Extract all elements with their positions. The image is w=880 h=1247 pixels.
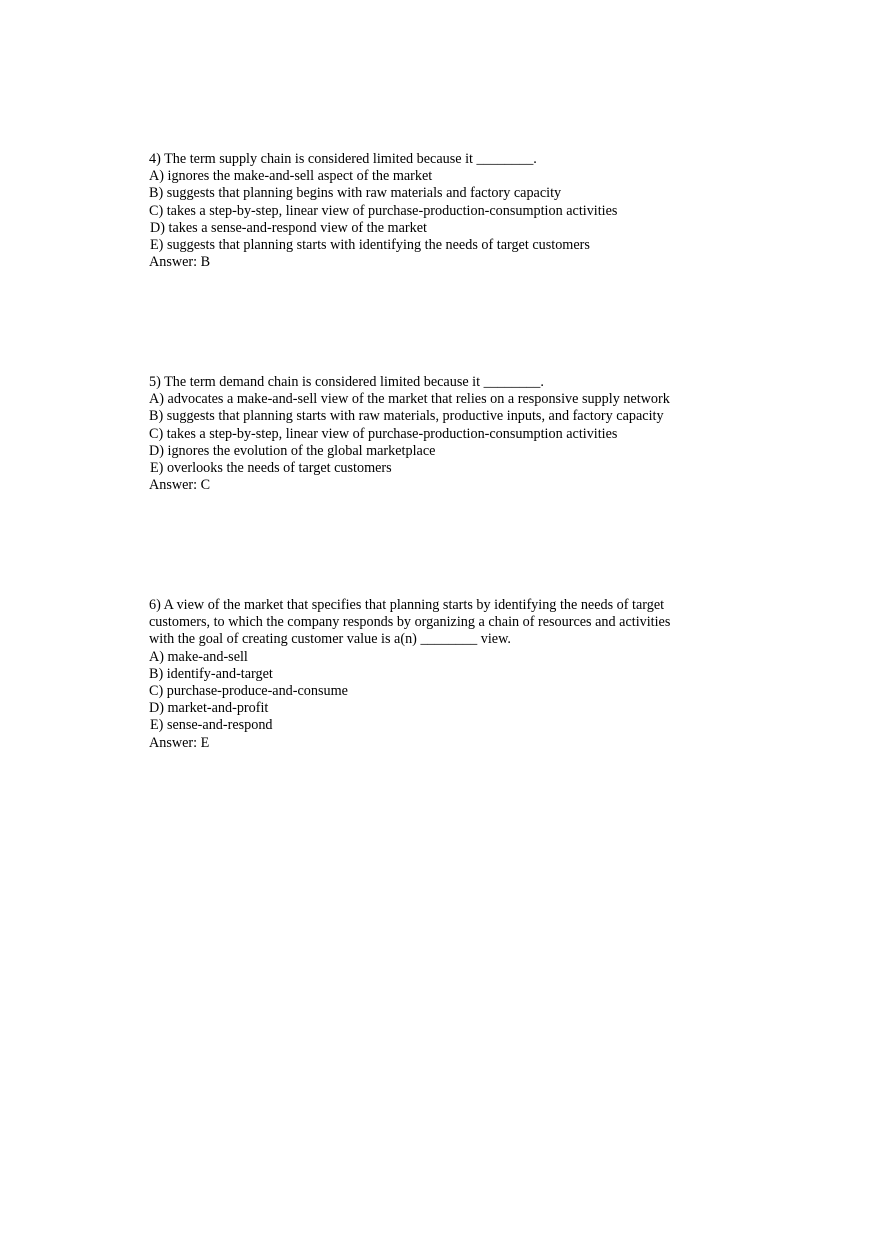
- question-stem-line-3: with the goal of creating customer value is a(n) ________ view.: [149, 631, 511, 648]
- option-d: D) ignores the evolution of the global marketplace: [149, 442, 436, 459]
- option-c: C) takes a step-by-step, linear view of purchase-production-consumption activities: [149, 202, 618, 219]
- question-5: [149, 374, 749, 494]
- option-a: A) make-and-sell: [149, 648, 248, 665]
- question-6: [149, 597, 749, 752]
- option-b: B) identify-and-target: [149, 665, 273, 682]
- option-d: D) takes a sense-and-respond view of the market: [150, 219, 427, 236]
- option-e: E) suggests that planning starts with identifying the needs of target customers: [150, 236, 590, 253]
- option-d: D) market-and-profit: [149, 700, 269, 717]
- question-stem: 5) The term demand chain is considered limited because it ________.: [149, 374, 544, 390]
- answer: Answer: C: [149, 477, 211, 494]
- option-b: B) suggests that planning begins with raw materials and factory capacity: [149, 185, 562, 202]
- question-stem-line-2: customers, to which the company responds by organizing a chain of resources and activities: [149, 614, 671, 631]
- answer: Answer: B: [149, 254, 211, 271]
- option-e: E) overlooks the needs of target customers: [150, 459, 392, 476]
- option-a: A) ignores the make-and-sell aspect of the market: [149, 168, 433, 185]
- option-c: C) purchase-produce-and-consume: [149, 682, 348, 699]
- option-a: A) advocates a make-and-sell view of the market that relies on a responsive supply network: [149, 391, 670, 408]
- option-e: E) sense-and-respond: [150, 717, 273, 734]
- question-stem: 4) The term supply chain is considered limited because it ________.: [149, 151, 537, 167]
- answer: Answer: E: [149, 734, 210, 751]
- question-4: [149, 151, 749, 271]
- option-b: B) suggests that planning starts with raw materials, productive inputs, and factory capacity: [149, 408, 664, 425]
- question-stem-line-1: 6) A view of the market that specifies that planning starts by identifying the needs of target: [149, 597, 665, 613]
- option-c: C) takes a step-by-step, linear view of purchase-production-consumption activities: [149, 425, 618, 442]
